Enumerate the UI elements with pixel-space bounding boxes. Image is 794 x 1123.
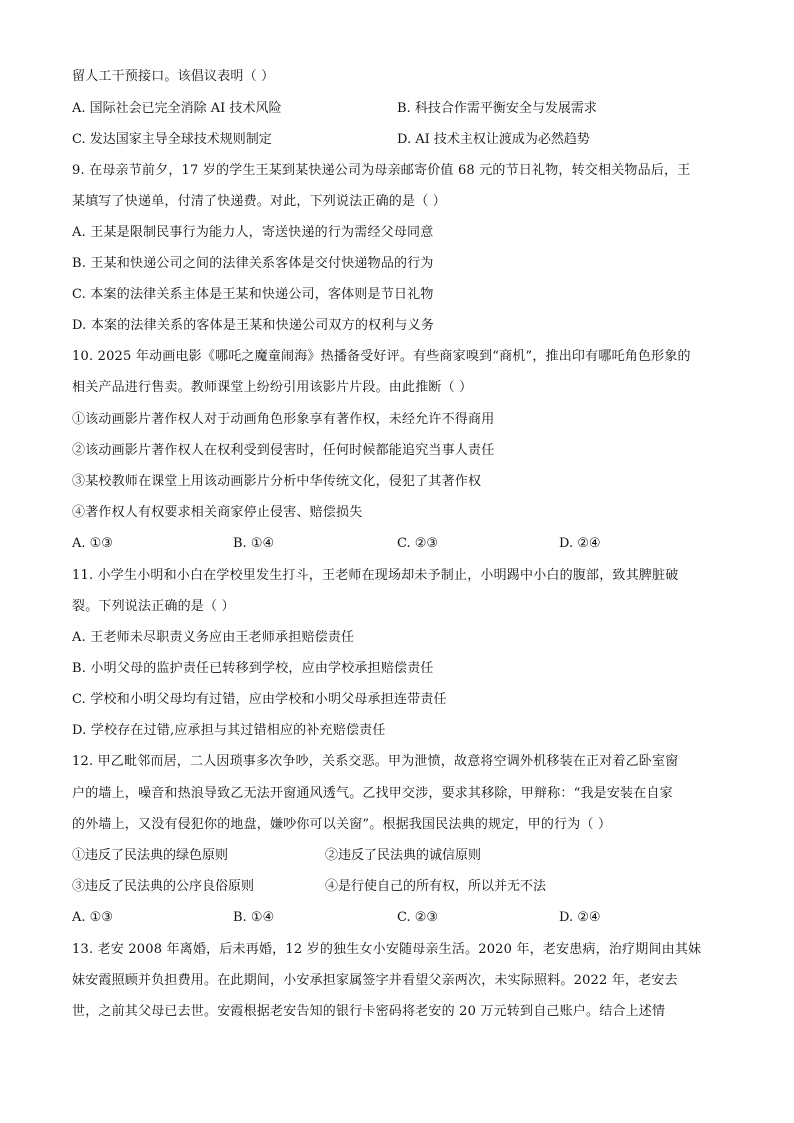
q13-stem-line-1: 13. 老安 2008 年离婚，后未再婚，12 岁的独生女小安随母亲生活。2020 年，老安患病，治疗期间由其妹: [72, 942, 702, 957]
q11-option-d: D. 学校存在过错,应承担与其过错相应的补充赔偿责任: [72, 723, 386, 738]
q12-stem-line-3: 的外墙上，又没有侵犯你的地盘，嫌吵你可以关窗”。根据我国民法典的规定，甲的行为（ ）: [72, 817, 612, 832]
q8-option-d: D. AI 技术主权让渡成为必然趋势: [397, 132, 590, 147]
q13-stem-line-2: 妹安霞照顾并负担费用。在此期间，小安承担家属签字并看望父亲两次，未实际照料。2022 年，老安去: [72, 973, 678, 988]
q12-statement-2: ②违反了民法典的诚信原则: [325, 848, 482, 863]
q8-option-a: A. 国际社会已完全消除 AI 技术风险: [72, 101, 282, 116]
q12-option-c: C. ②③: [397, 910, 439, 925]
q13-stem-line-3: 世，之前其父母已去世。安霞根据老安告知的银行卡密码将老安的 20 万元转到自己账户。结合上述情: [72, 1004, 666, 1019]
q10-option-c: C. ②③: [397, 536, 439, 551]
q12-option-b: B. ①④: [233, 910, 275, 925]
q9-option-a: A. 王某是限制民事行为能力人，寄送快递的行为需经父母同意: [72, 225, 434, 240]
q12-option-a: A. ①③: [72, 910, 113, 925]
q11-option-b: B. 小明父母的监护责任已转移到学校，应由学校承担赔偿责任: [72, 661, 434, 676]
q11-option-c: C. 学校和小明父母均有过错，应由学校和小明父母承担连带责任: [72, 692, 447, 707]
q12-statement-4: ④是行使自己的所有权，所以并无不法: [325, 879, 547, 894]
q10-statement-2: ②该动画影片著作权人在权利受到侵害时，任何时候都能追究当事人责任: [72, 443, 495, 458]
q9-option-b: B. 王某和快递公司之间的法律关系客体是交付快递物品的行为: [72, 256, 434, 271]
q12-option-d: D. ②④: [559, 910, 601, 925]
q12-stem-line-2: 户的墙上，噪音和热浪导致乙无法开窗通风透气。乙找甲交涉，要求其移除，甲辩称：“我是安装在自家: [72, 786, 673, 801]
q11-option-a: A. 王老师未尽职责义务应由王老师承担赔偿责任: [72, 630, 355, 645]
q9-stem-line-1: 9. 在母亲节前夕，17 岁的学生王某到某快递公司为母亲邮寄价值 68 元的节日礼物，转交相关物品后，王: [72, 163, 691, 178]
q11-stem-line-2: 裂。下列说法正确的是（ ）: [72, 599, 235, 614]
q12-statement-1: ①违反了民法典的绿色原则: [72, 848, 229, 863]
q10-stem-line-1: 10. 2025 年动画电影《哪吒之魔童闹海》热播备受好评。有些商家嗅到“商机”，推出印有哪吒角色形象的: [72, 349, 691, 364]
q10-option-d: D. ②④: [559, 536, 601, 551]
q9-option-d: D. 本案的法律关系的客体是王某和快递公司双方的权利与义务: [72, 318, 435, 333]
q8-option-b: B. 科技合作需平衡安全与发展需求: [397, 101, 597, 116]
q10-statement-1: ①该动画影片著作权人对于动画角色形象享有著作权，未经允许不得商用: [72, 412, 495, 427]
q9-stem-line-2: 某填写了快递单，付清了快递费。对此，下列说法正确的是（ ）: [72, 194, 446, 209]
q10-option-a: A. ①③: [72, 536, 113, 551]
q10-statement-3: ③某校教师在课堂上用该动画影片分析中华传统文化，侵犯了其著作权: [72, 474, 482, 489]
q10-stem-line-2: 相关产品进行售卖。教师课堂上纷纷引用该影片片段。由此推断（ ）: [72, 380, 473, 395]
q10-option-b: B. ①④: [233, 536, 275, 551]
q9-option-c: C. 本案的法律关系主体是王某和快递公司，客体则是节日礼物: [72, 287, 434, 302]
q12-stem-line-1: 12. 甲乙毗邻而居，二人因琐事多次争吵，关系交恶。甲为泄愤，故意将空调外机移装在正对着乙卧室窗: [72, 754, 679, 769]
q12-statement-3: ③违反了民法典的公序良俗原则: [72, 879, 255, 894]
q8-stem-tail: 留人工干预接口。该倡议表明（ ）: [72, 69, 275, 84]
q10-statement-4: ④著作权人有权要求相关商家停止侵害、赔偿损失: [72, 505, 363, 520]
q8-option-c: C. 发达国家主导全球技术规则制定: [72, 132, 272, 147]
q11-stem-line-1: 11. 小学生小明和小白在学校里发生打斗，王老师在现场却未予制止，小明踢中小白的腹部，致其脾脏破: [72, 568, 679, 583]
